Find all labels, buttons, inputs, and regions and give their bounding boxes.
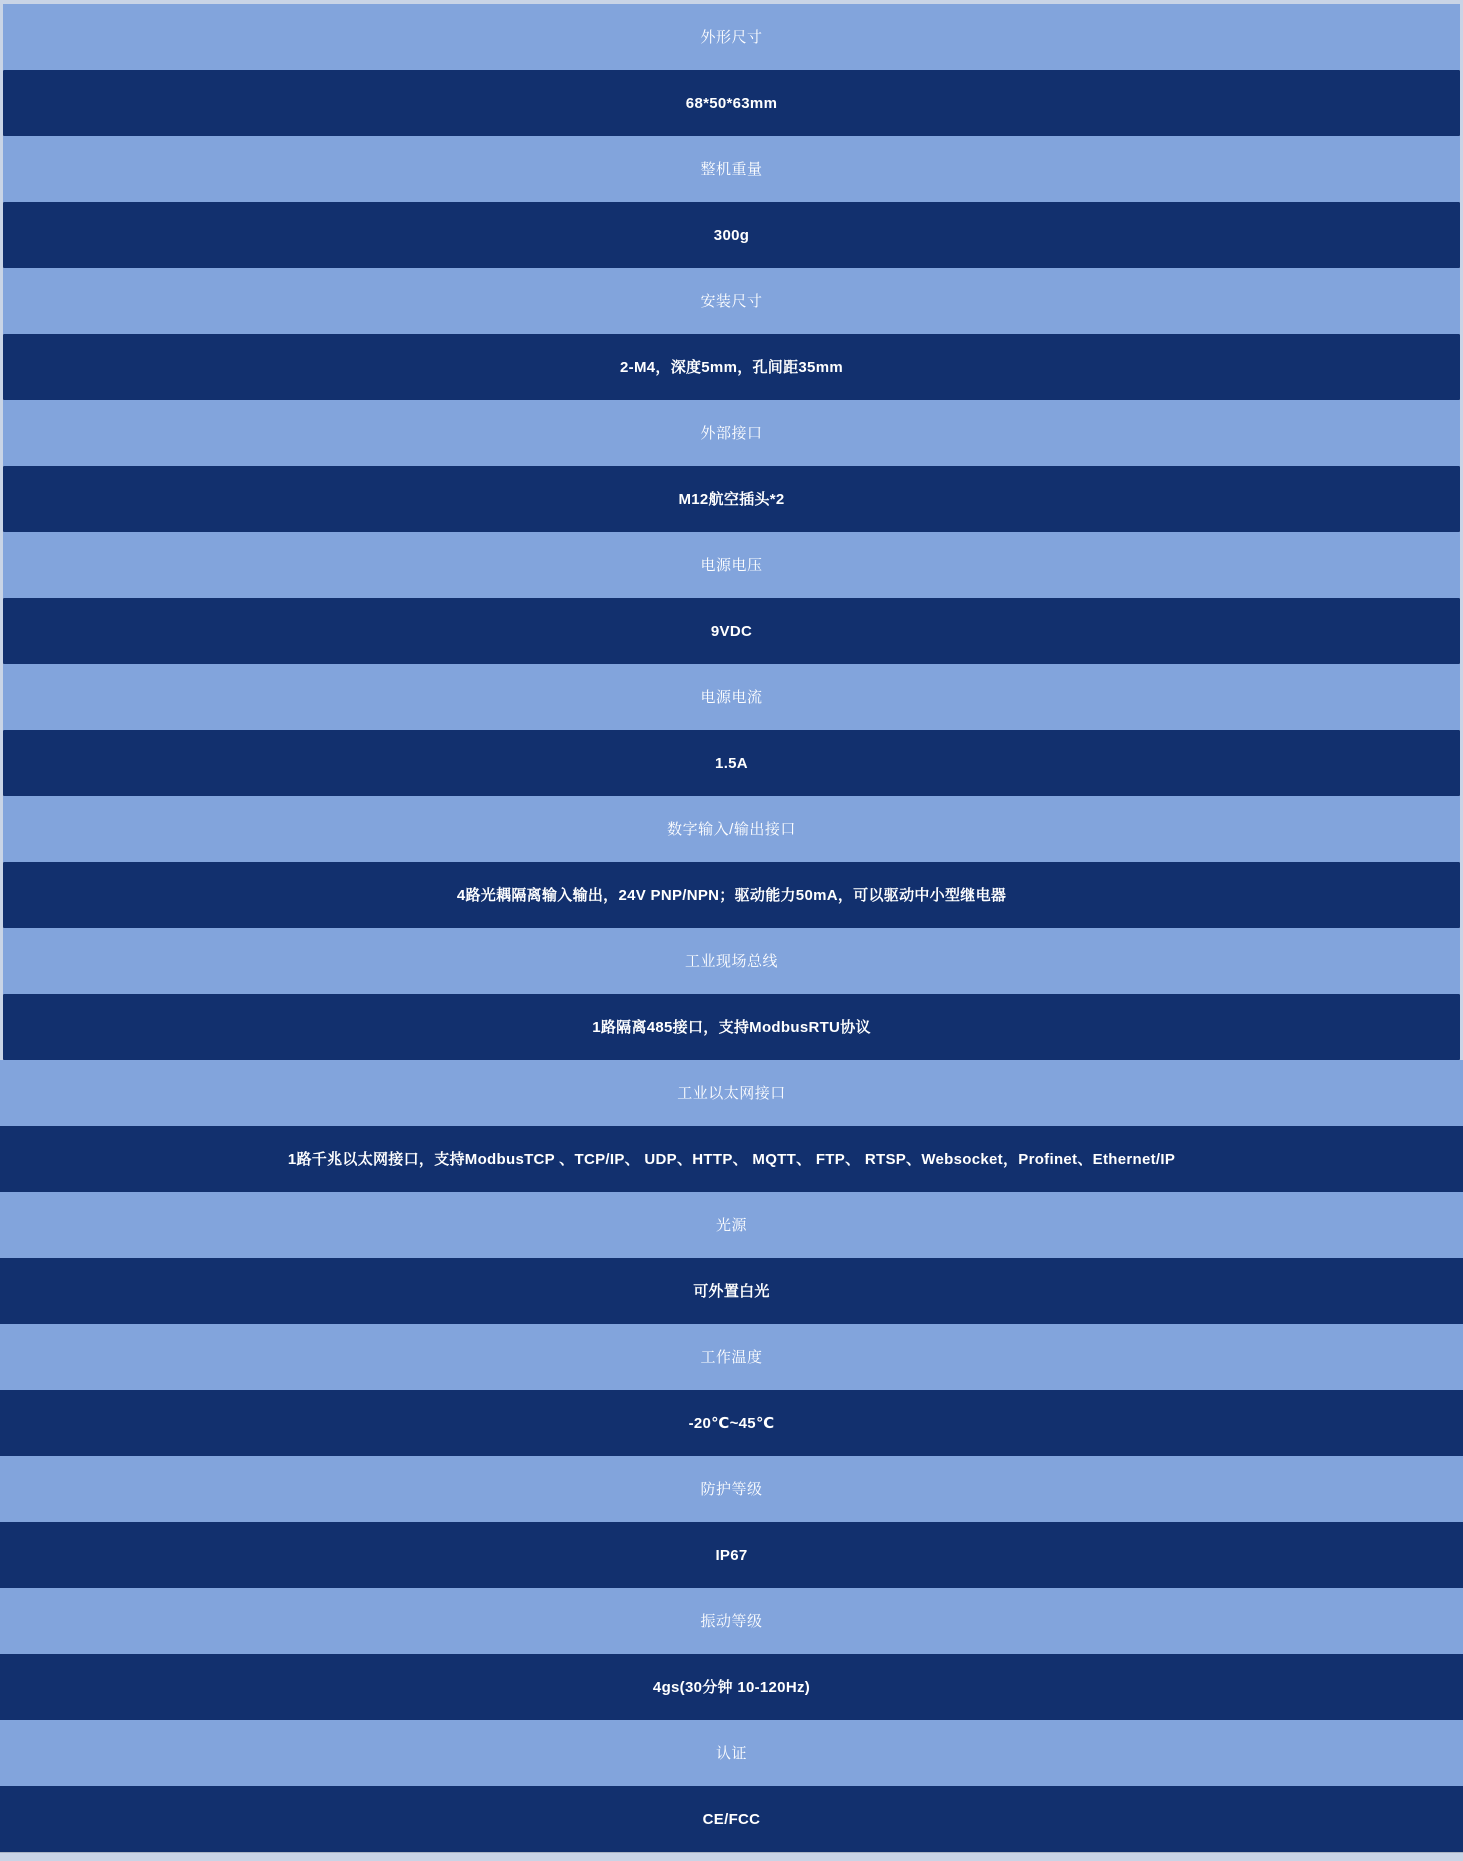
spec-value-text: 4gs(30分钟 10-120Hz) — [652, 1678, 811, 1696]
spec-value-text: 可外置白光 — [693, 1282, 770, 1300]
spec-label-row — [3, 400, 1460, 466]
spec-label-text: 振动等级 — [700, 1612, 763, 1630]
spec-label-row — [3, 664, 1460, 730]
spec-label-row — [3, 136, 1460, 202]
spec-value-text: IP67 — [715, 1546, 748, 1564]
spec-label-row — [3, 796, 1460, 862]
spec-label-row — [0, 1060, 1463, 1126]
spec-label-row — [3, 532, 1460, 598]
spec-label-row — [0, 1456, 1463, 1522]
spec-value-row — [0, 1390, 1463, 1456]
spec-label-row — [3, 4, 1460, 70]
spec-value-row — [3, 70, 1460, 136]
spec-label-text: 光源 — [715, 1216, 747, 1234]
spec-value-row — [3, 598, 1460, 664]
spec-label-row — [0, 1588, 1463, 1654]
specifications-table — [0, 4, 1463, 1852]
spec-value-text: 300g — [713, 226, 750, 244]
spec-label-text: 外形尺寸 — [700, 28, 763, 46]
spec-label-text: 安装尺寸 — [700, 292, 763, 310]
spec-label-text: 整机重量 — [700, 160, 763, 178]
spec-label-text: 防护等级 — [700, 1480, 763, 1498]
spec-label-row — [3, 268, 1460, 334]
spec-value-row — [3, 202, 1460, 268]
spec-value-text: 4路光耦隔离输入输出，24V PNP/NPN；驱动能力50mA，可以驱动中小型继电器 — [456, 886, 1007, 904]
spec-label-text: 工作温度 — [700, 1348, 763, 1366]
spec-value-text: 1路千兆以太网接口，支持ModbusTCP 、TCP/IP、 UDP、HTTP、 MQTT、 FTP、 RTSP、Websocket，Profinet、Ethernet/IP — [287, 1150, 1176, 1168]
spec-value-text: -20℃~45℃ — [688, 1414, 775, 1432]
spec-value-text: 68*50*63mm — [685, 94, 778, 112]
spec-value-row — [0, 1126, 1463, 1192]
spec-label-text: 工业以太网接口 — [677, 1084, 786, 1102]
spec-value-row — [0, 1654, 1463, 1720]
spec-label-text: 认证 — [715, 1744, 747, 1762]
spec-value-row — [0, 1522, 1463, 1588]
spec-value-text: 9VDC — [710, 622, 753, 640]
spec-value-text: CE/FCC — [702, 1810, 761, 1828]
spec-label-text: 数字输入/输出接口 — [667, 820, 796, 838]
spec-value-row — [3, 862, 1460, 928]
spec-value-text: 1.5A — [715, 754, 748, 772]
spec-value-row — [3, 466, 1460, 532]
spec-label-text: 电源电流 — [700, 688, 763, 706]
spec-label-row — [0, 1324, 1463, 1390]
spec-value-text: 2-M4，深度5mm，孔间距35mm — [620, 358, 843, 376]
spec-label-row — [0, 1720, 1463, 1786]
spec-label-text: 外部接口 — [700, 424, 763, 442]
spec-label-text: 工业现场总线 — [684, 952, 778, 970]
spec-value-row — [3, 994, 1460, 1060]
spec-value-row — [3, 334, 1460, 400]
spec-value-row — [0, 1786, 1463, 1852]
spec-value-text: M12航空插头*2 — [678, 490, 785, 508]
spec-value-row — [3, 730, 1460, 796]
spec-label-row — [0, 1192, 1463, 1258]
spec-label-text: 电源电压 — [700, 556, 763, 574]
spec-label-row — [3, 928, 1460, 994]
spec-value-text: 1路隔离485接口，支持ModbusRTU协议 — [592, 1018, 871, 1036]
spec-value-row — [0, 1258, 1463, 1324]
